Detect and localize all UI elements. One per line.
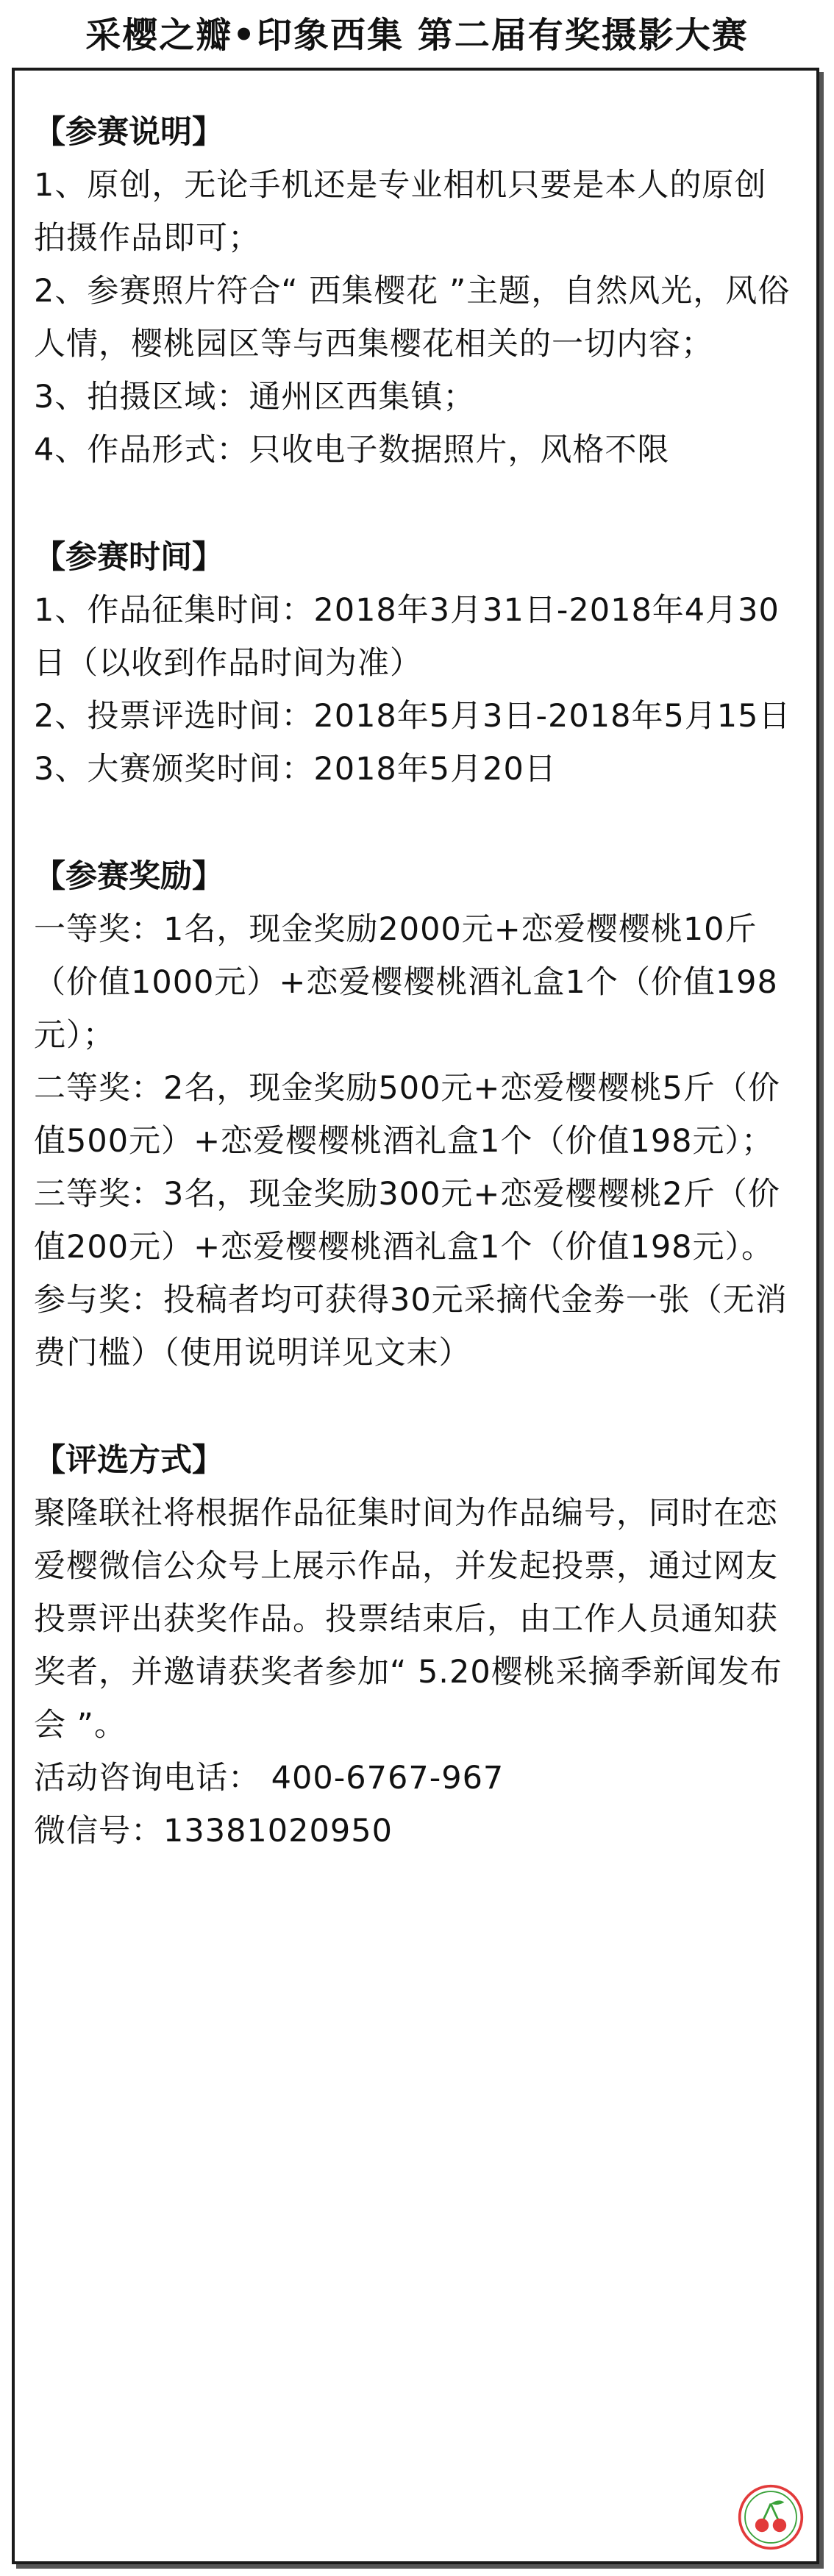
section-schedule — [34, 531, 799, 796]
section-heading: 【评选方式】 — [34, 1442, 224, 1479]
section-judging — [34, 1434, 799, 1858]
prize-second: 二等奖：2名，现金奖励500元+恋爱樱樱桃5斤（价值500元）+恋爱樱樱桃酒礼盒1个（价值198元）； — [34, 1070, 780, 1160]
rule-item: 3、拍摄区域：通州区西集镇； — [34, 379, 476, 415]
rule-item: 1、原创，无论手机还是专业相机只要是本人的原创拍摄作品即可； — [34, 167, 767, 257]
prize-first: 一等奖：1名，现金奖励2000元+恋爱樱樱桃10斤（价值1000元）+恋爱樱樱桃酒礼盒1个（价值198元）； — [34, 911, 778, 1054]
schedule-item: 1、作品征集时间：2018年3月31日-2018年4月30日（以收到作品时间为准） — [34, 592, 780, 682]
section-heading: 【参赛奖励】 — [34, 858, 224, 895]
section-prizes — [34, 850, 799, 1380]
schedule-item: 2、投票评选时间：2018年5月3日-2018年5月15日 — [34, 698, 791, 735]
section-entry-rules — [34, 106, 799, 477]
prize-third: 三等奖：3名，现金奖励300元+恋爱樱樱桃2斤（价值200元）+恋爱樱樱桃酒礼盒1个（价值198元）。 — [34, 1176, 780, 1266]
content-frame — [12, 68, 819, 2564]
content-body — [34, 106, 799, 1912]
page-title: 采樱之瓣•印象西集 第二届有奖摄影大赛 — [85, 15, 749, 56]
contact-phone: 活动咨询电话： 400-6767-967 — [34, 1760, 505, 1797]
wechat-id: 微信号：13381020950 — [34, 1813, 393, 1849]
rule-item: 2、参赛照片符合“ 西集樱花 ”主题，自然风光，风俗人情，樱桃园区等与西集樱花相关的一切内容； — [34, 273, 791, 363]
section-heading: 【参赛说明】 — [34, 114, 224, 151]
cherry-logo-icon — [737, 2483, 805, 2551]
schedule-item: 3、大赛颁奖时间：2018年5月20日 — [34, 751, 557, 788]
rule-item: 4、作品形式：只收电子数据照片，风格不限 — [34, 432, 670, 468]
prize-participation: 参与奖：投稿者均可获得30元采摘代金劵一张（无消费门槛）（使用说明详见文末） — [34, 1282, 788, 1371]
judging-description: 聚隆联社将根据作品征集时间为作品编号，同时在恋爱樱微信公众号上展示作品，并发起投票，通过网友投票评出获奖作品。投票结束后，由工作人员通知获奖者，并邀请获奖者参加“ 5.20樱桃采摘季新闻发布会 ”。 — [34, 1495, 783, 1744]
section-heading: 【参赛时间】 — [34, 539, 224, 576]
